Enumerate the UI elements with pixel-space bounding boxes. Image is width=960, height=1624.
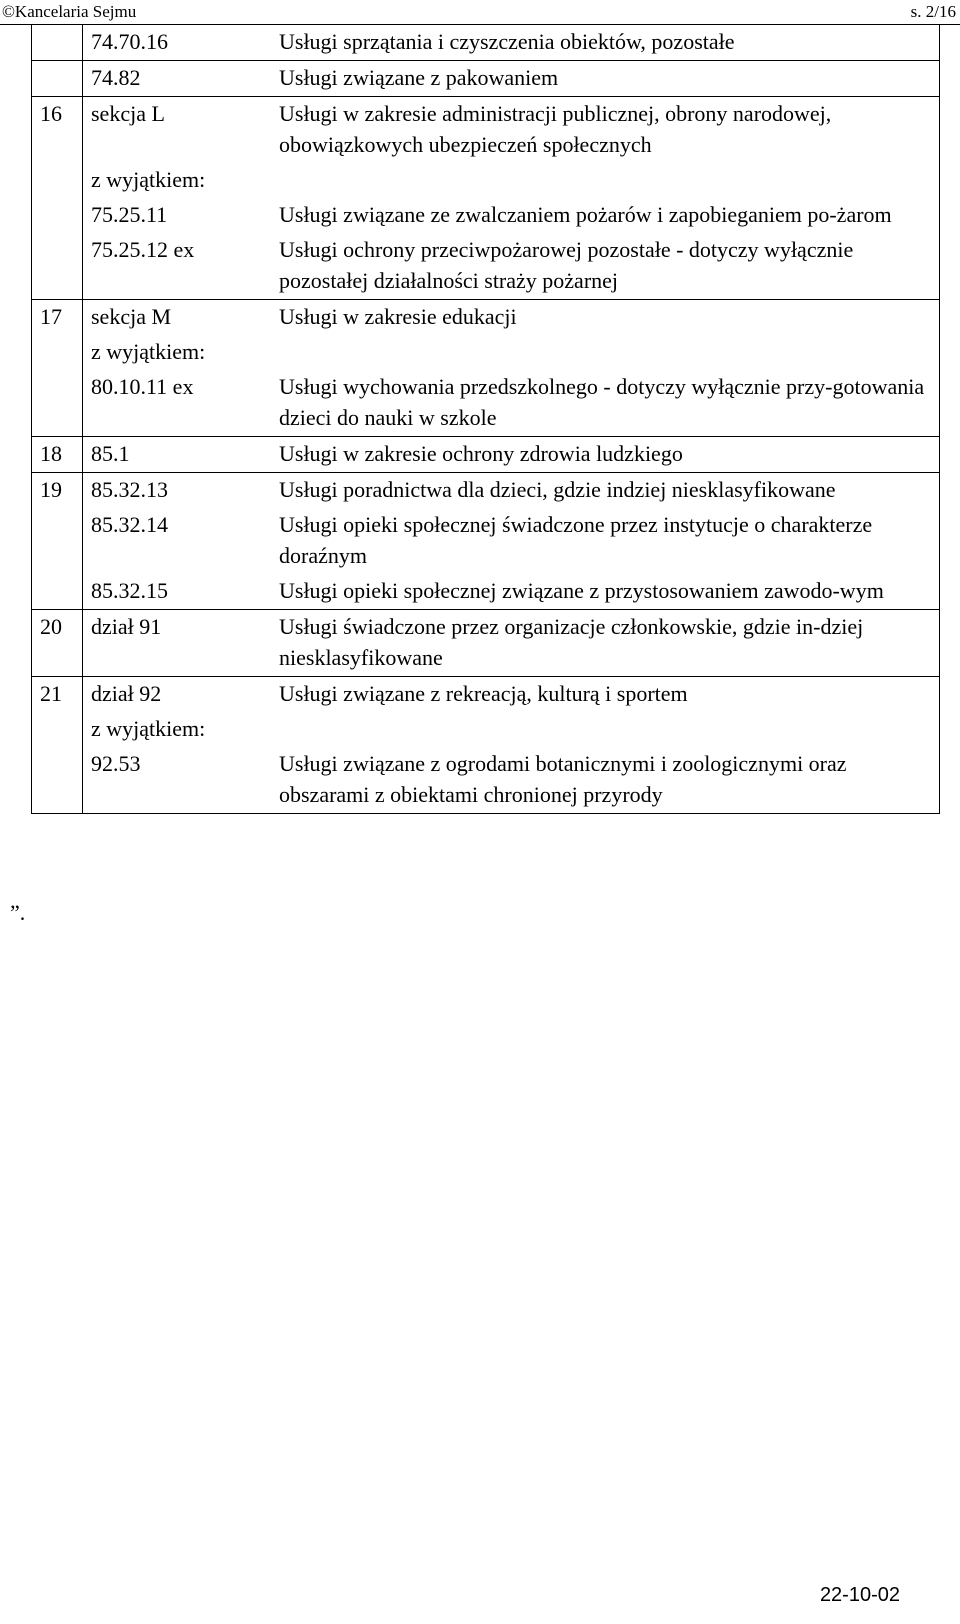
row-code: 92.53: [83, 747, 272, 814]
row-code: dział 92: [83, 677, 272, 713]
row-description: Usługi związane ze zwalczaniem pożarów i zapobieganiem po-żarom: [271, 198, 940, 233]
row-number: 20: [32, 610, 83, 677]
row-number: [32, 574, 83, 610]
table-row: [32, 163, 940, 198]
row-code: z wyjątkiem:: [83, 163, 272, 198]
row-code: sekcja M: [83, 300, 272, 336]
table-row: [32, 473, 940, 509]
row-code: 74.70.16: [83, 25, 272, 61]
table-row: [32, 198, 940, 233]
classification-table: [31, 25, 940, 814]
row-description: Usługi wychowania przedszkolnego - dotyczy wyłącznie przy-gotowania dzieci do nauki w szkole: [271, 370, 940, 437]
footer-date: 22-10-02: [819, 1584, 900, 1606]
row-number: [32, 25, 83, 61]
row-code: 74.82: [83, 61, 272, 97]
table-row: [32, 712, 940, 747]
row-code: z wyjątkiem:: [83, 712, 272, 747]
row-code: 80.10.11 ex: [83, 370, 272, 437]
row-description: Usługi sprzątania i czyszczenia obiektów, pozostałe: [271, 25, 940, 61]
row-code: 75.25.11: [83, 198, 272, 233]
row-number: 18: [32, 437, 83, 473]
row-number: 19: [32, 473, 83, 509]
row-code: 85.32.13: [83, 473, 272, 509]
table-row: [32, 335, 940, 370]
row-number: 16: [32, 97, 83, 164]
table-row: [32, 574, 940, 610]
row-description: Usługi świadczone przez organizacje członkowskie, gdzie in-dziej niesklasyfikowane: [271, 610, 940, 677]
row-number: [32, 747, 83, 814]
table-row: [32, 370, 940, 437]
row-number: [32, 370, 83, 437]
row-number: 17: [32, 300, 83, 336]
row-code: 85.32.14: [83, 508, 272, 574]
table-row: [32, 233, 940, 300]
row-description: Usługi w zakresie edukacji: [271, 300, 940, 336]
row-number: [32, 712, 83, 747]
row-number: [32, 335, 83, 370]
row-description: [271, 712, 940, 747]
row-description: Usługi ochrony przeciwpożarowej pozostałe - dotyczy wyłącznie pozostałej działalności straży pożarnej: [271, 233, 940, 300]
row-description: Usługi związane z pakowaniem: [271, 61, 940, 97]
table-row: [32, 610, 940, 677]
page-number: s. 2/16: [910, 2, 956, 21]
row-number: [32, 233, 83, 300]
table-row: [32, 300, 940, 336]
row-description: Usługi opieki społecznej świadczone przez instytucje o charakterze doraźnym: [271, 508, 940, 574]
table-row: [32, 747, 940, 814]
table-row: [32, 61, 940, 97]
table-row: [32, 25, 940, 61]
row-number: [32, 61, 83, 97]
row-code: sekcja L: [83, 97, 272, 164]
row-code: z wyjątkiem:: [83, 335, 272, 370]
row-description: [271, 335, 940, 370]
closing-quote: ”.: [10, 900, 26, 925]
row-description: Usługi w zakresie ochrony zdrowia ludzkiego: [271, 437, 940, 473]
row-code: 75.25.12 ex: [83, 233, 272, 300]
publisher-label: ©Kancelaria Sejmu: [2, 2, 137, 21]
row-description: Usługi poradnictwa dla dzieci, gdzie indziej niesklasyfikowane: [271, 473, 940, 509]
row-description: Usługi związane z ogrodami botanicznymi i zoologicznymi oraz obszarami z obiektami chronionej przyrody: [271, 747, 940, 814]
row-description: Usługi opieki społecznej związane z przystosowaniem zawodo-wym: [271, 574, 940, 610]
table-row: [32, 437, 940, 473]
page-header: [0, 0, 960, 25]
table-row: [32, 97, 940, 164]
table-row: [32, 677, 940, 713]
row-description: Usługi związane z rekreacją, kulturą i sportem: [271, 677, 940, 713]
row-number: [32, 163, 83, 198]
row-code: 85.1: [83, 437, 272, 473]
row-code: dział 91: [83, 610, 272, 677]
row-description: Usługi w zakresie administracji publicznej, obrony narodowej, obowiązkowych ubezpieczeń społecznych: [271, 97, 940, 164]
row-description: [271, 163, 940, 198]
table-row: [32, 508, 940, 574]
row-number: 21: [32, 677, 83, 713]
row-number: [32, 508, 83, 574]
row-code: 85.32.15: [83, 574, 272, 610]
row-number: [32, 198, 83, 233]
